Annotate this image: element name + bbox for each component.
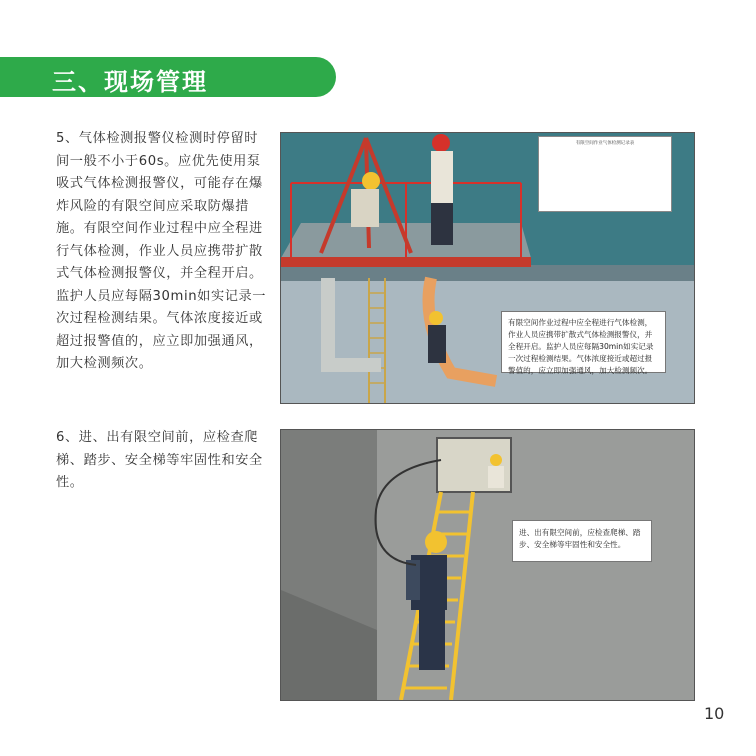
illustration-caption: 有限空间作业过程中应全程进行气体检测，作业人员应携带扩散式气体检测报警仪，并全程开启。监护人员应每隔30min如实记录一次过程检测结果。气体浓度接近或超过报警值的，应立即加强通风，加大检测频次。 (501, 311, 666, 373)
paragraph-item-5: 5、气体检测报警仪检测时停留时间一般不小于60s。应优先使用泵吸式气体检测报警仪，可能存在爆炸风险的有限空间应采取防爆措施。有限空间作业过程中应全程进行气体检测，作业人员应携带扩散式气体检测报警仪，并全程开启。监护人员应每隔30min如实记录一次过程检测结果。气体浓度接近或超过报警值的，应立即加强通风，加大检测频次。 (56, 131, 267, 371)
illustration-caption: 进、出有限空间前，应检查爬梯、踏步、安全梯等牢固性和安全性。 (512, 520, 652, 562)
page-number: 10 (704, 704, 725, 723)
paragraph-item-6: 6、进、出有限空间前，应检查爬梯、踏步、安全梯等牢固性和安全性。 (56, 430, 263, 490)
ladder-climb-scene (281, 430, 694, 700)
form-title: 有限空间作业气体检测记录表 (575, 141, 635, 146)
gas-detection-illustration (280, 132, 695, 404)
gas-record-form (538, 136, 672, 212)
section-title: 三、现场管理 (52, 68, 208, 96)
ladder-check-illustration (280, 429, 695, 701)
